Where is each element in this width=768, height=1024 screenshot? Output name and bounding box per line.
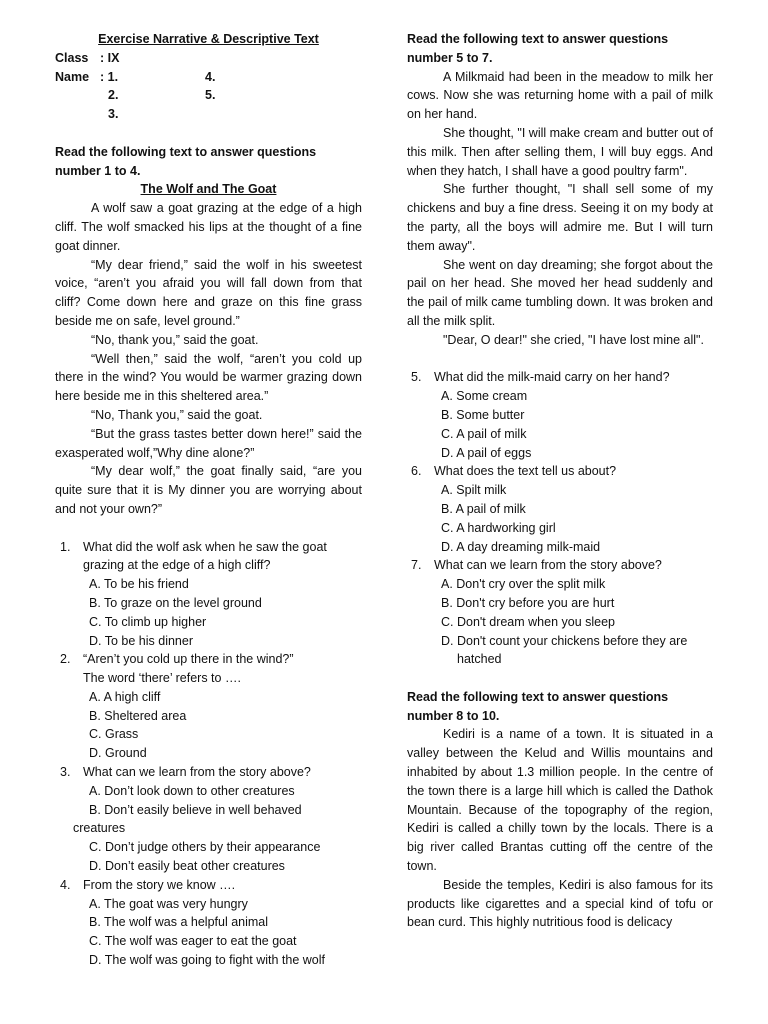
question-4 [55,876,362,895]
answer-option: C. To climb up higher [89,614,207,629]
question-number: 2. [60,652,71,667]
story-paragraph: “No, thank you,” said the goat. [91,332,259,347]
answer-option: D. To be his dinner [89,633,193,648]
answer-option: D. Ground [89,746,147,761]
story-paragraph: She went on day dreaming; she forgot about the pail on her head. She moved her head suddenly and the pail of milk came tumbling down. It was broken and all the milk split. [407,257,713,328]
question-7 [407,556,713,575]
answer-option: D. A day dreaming milk-maid [441,539,601,554]
name-row-2 [55,86,362,105]
answer-option: A. Don’t look down to other creatures [89,783,295,798]
story-paragraph: “No, Thank you,” said the goat. [91,407,263,422]
answer-option: C. A hardworking girl [441,520,556,535]
answer-option: D. Don't count your chickens before they are [441,633,688,648]
instruction-1-line-1: Read the following text to answer questions [55,144,317,159]
story-title: The Wolf and The Goat [140,182,277,197]
question-text: What does the text tell us about? [434,464,617,479]
question-number: 4. [60,877,71,892]
question-text: What can we learn from the story above? [434,558,662,573]
answer-option: A. Some cream [441,389,528,404]
question-text: What did the wolf ask when he saw the goat [83,539,327,554]
question-number: 7. [411,558,422,573]
name-label: Name [55,69,90,84]
answer-option: B. To graze on the level ground [89,595,262,610]
left-column [55,30,362,970]
question-number: 5. [411,370,422,385]
name-slot-5: 5. [205,88,216,103]
answer-option-continuation: hatched [457,652,502,667]
name-slot-1: : 1. [100,69,119,84]
instruction-1-line-2: number 1 to 4. [55,163,141,178]
story-paragraph: “But the grass tastes better down here!” said the exasperated wolf,”Why dine alone?” [55,426,362,460]
question-number: 6. [411,464,422,479]
question-number: 3. [60,765,71,780]
right-column [407,30,713,932]
answer-option: C. Don't dream when you sleep [441,614,616,629]
question-number: 1. [60,539,71,554]
answer-option: D. Don’t easily beat other creatures [89,859,285,874]
story-paragraph: She thought, "I will make cream and butter out of this milk. Then after selling them, I will buy eggs. And when they hatch, I shall have a good poultry farm". [407,125,713,178]
answer-option: C. Grass [89,727,139,742]
question-5 [407,368,713,387]
answer-option: B. The wolf was a helpful animal [89,915,269,930]
instruction-3-line-2: number 8 to 10. [407,708,500,723]
instruction-2-line-1: Read the following text to answer questions [407,32,669,46]
story-paragraph: “Well then,” said the wolf, “aren’t you cold up there in the wind? You would be warmer grazing down here beside me in this sheltered area.” [55,351,362,404]
instruction-2-line-2: number 5 to 7. [407,50,493,65]
name-slot-3: 3. [108,107,119,122]
question-text: grazing at the edge of a high cliff? [83,558,271,573]
answer-option: B. Some butter [441,407,525,422]
answer-option-continuation: creatures [73,821,126,836]
name-slot-4: 4. [205,69,216,84]
answer-option: C. A pail of milk [441,426,527,441]
answer-option: C. Don’t judge others by their appearance [89,840,321,855]
class-value: : IX [100,50,120,65]
story-paragraph: “My dear friend,” said the wolf in his sweetest voice, “aren’t you afraid you will fall down from that cliff? Come down here and graze on this fine grass beside me on safe, level ground.” [55,257,362,328]
question-text: What can we learn from the story above? [83,765,311,780]
story-paragraph: “My dear wolf,” the goat finally said, “are you quite sure that it is My dinner you are worrying about and not your own?” [55,464,362,516]
instruction-3-line-1: Read the following text to answer questions [407,689,669,704]
story-paragraph: A wolf saw a goat grazing at the edge of a high cliff. The wolf smacked his lips at the thought of a fine goat dinner. [55,201,362,253]
question-3 [55,763,362,782]
story-paragraph: "Dear, O dear!" she cried, "I have lost mine all". [443,332,704,347]
answer-option: D. A pail of eggs [441,445,532,460]
answer-option: B. Sheltered area [89,708,187,723]
name-row-3 [55,105,362,124]
question-6 [407,462,713,481]
story-paragraph: Beside the temples, Kediri is also famous for its products like cigarettes and a special kind of tofu or bean curd. This highly nutritious food is delicacy [407,877,713,930]
name-slot-2: 2. [108,88,119,103]
answer-option: A. A high cliff [89,689,161,704]
class-label: Class [55,50,89,65]
question-text: The word ‘there’ refers to …. [83,671,241,686]
class-row [55,49,362,68]
question-text: What did the milk-maid carry on her hand? [434,370,670,385]
answer-option: A. Don't cry over the split milk [441,577,606,592]
answer-option: A. To be his friend [89,577,189,592]
worksheet-title: Exercise Narrative & Descriptive Text [98,32,319,46]
answer-option: B. A pail of milk [441,501,526,516]
answer-option: A. Spilt milk [441,483,507,498]
answer-option: D. The wolf was going to fight with the wolf [89,953,325,968]
name-row [55,68,362,87]
answer-option: C. The wolf was eager to eat the goat [89,934,297,949]
question-text: “Aren’t you cold up there in the wind?” [83,652,294,667]
story-paragraph: She further thought, "I shall sell some of my chickens and buy a fine dress. Seeing it on my body at the party, all the boys will admire me. But I will turn them away". [407,182,713,253]
question-text: From the story we know …. [83,877,236,892]
question-2 [55,650,362,688]
story-paragraph: A Milkmaid had been in the meadow to milk her cows. Now she was returning home with a pail of milk on her hand. [407,69,713,122]
answer-option: B. Don't cry before you are hurt [441,595,615,610]
story-paragraph: Kediri is a name of a town. It is situated in a valley between the Kelud and Willis mountains and inhabited by about 1.3 million people. In the centre of the town there is a large hill which is called the Dathok Mountain. Because of the topography of the region, Kediri is called a chilly town by the locals. There is a big river called Brantas cutting off the centre of the town. [407,727,713,874]
question-1 [55,538,362,576]
answer-option: A. The goat was very hungry [89,896,248,911]
answer-option: B. Don’t easily believe in well behaved [89,802,302,817]
